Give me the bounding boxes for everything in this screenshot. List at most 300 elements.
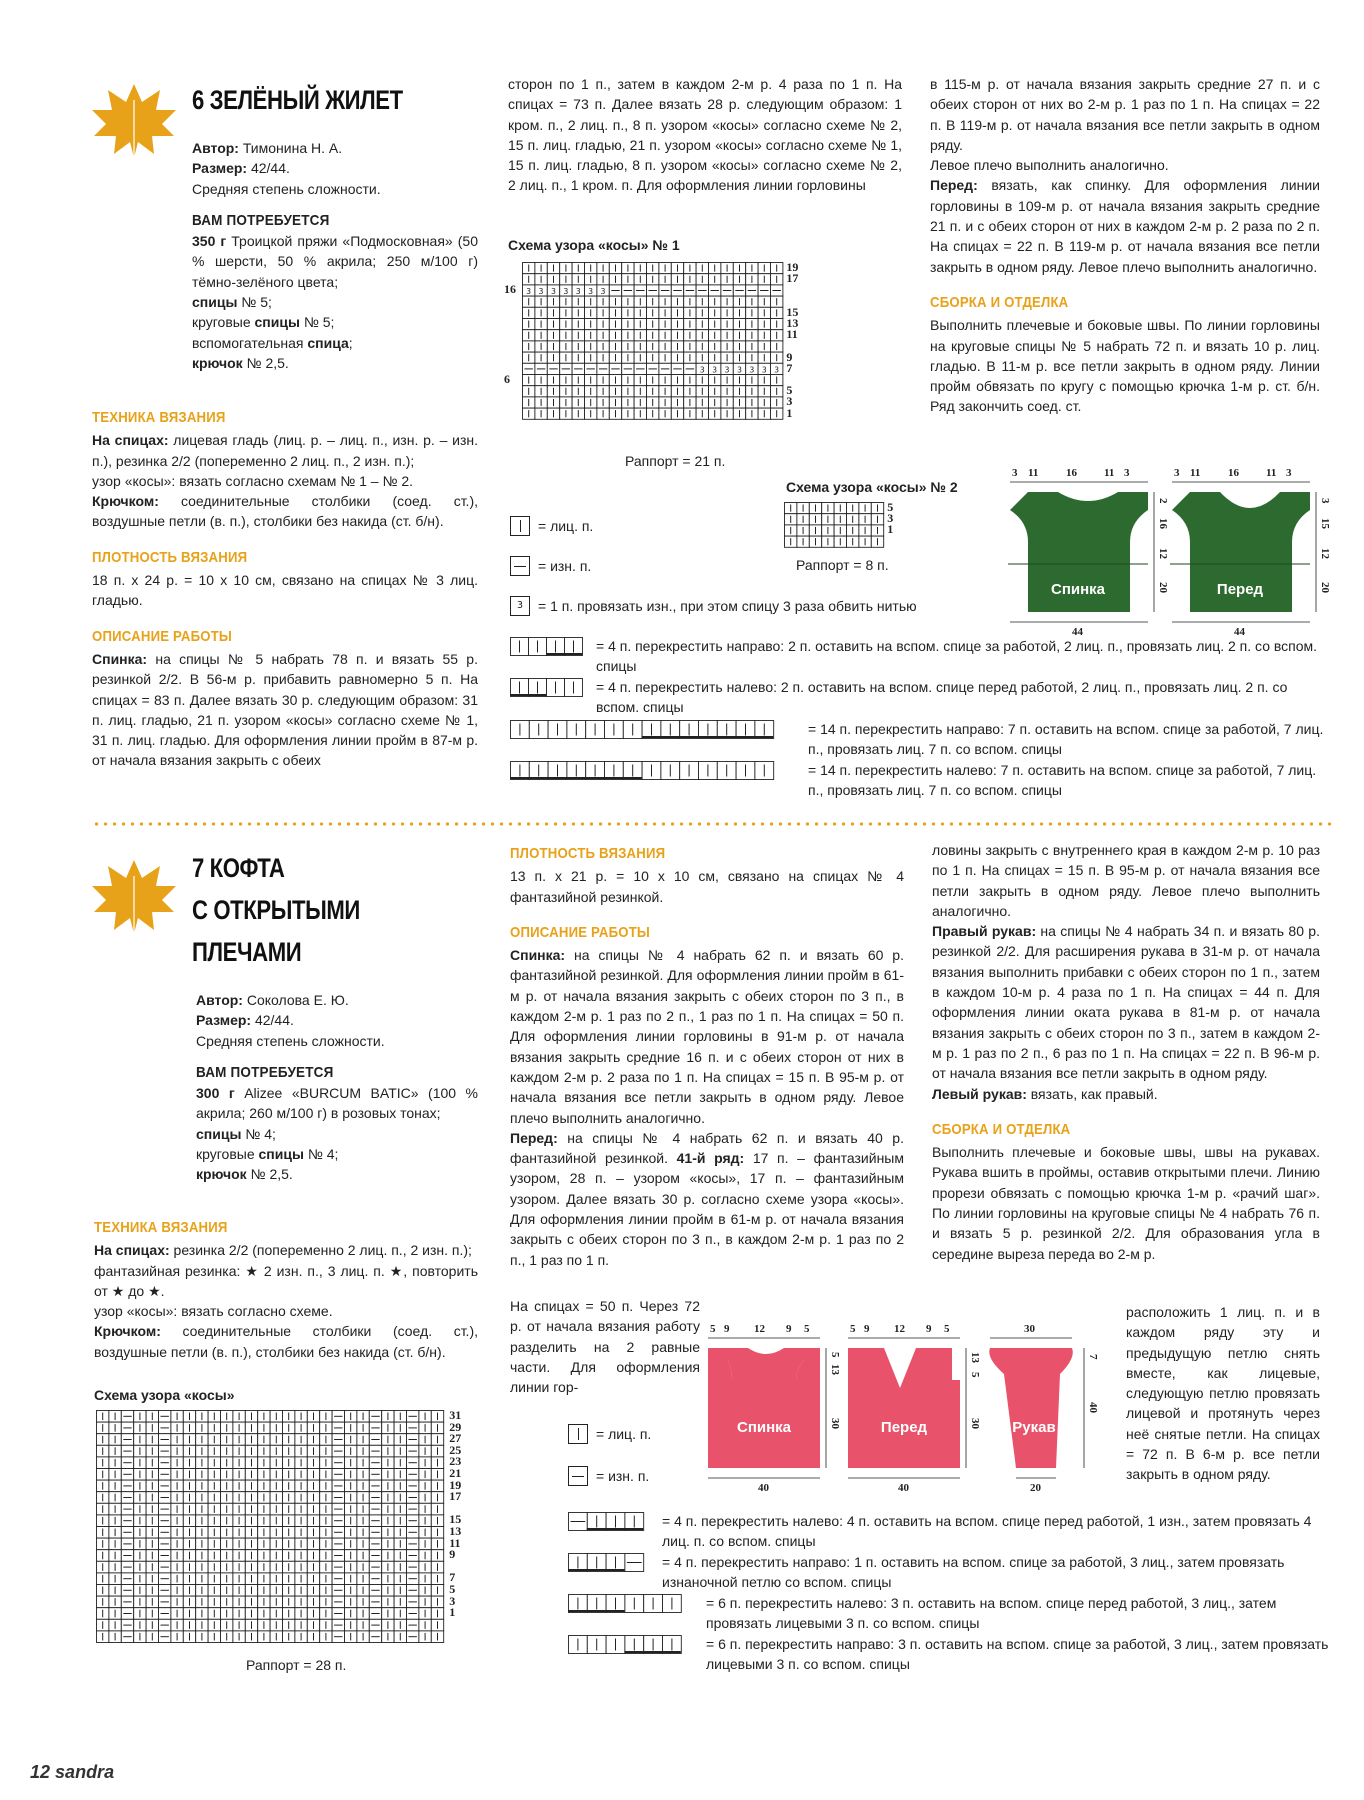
chart7-cell: [258, 1422, 270, 1434]
chart7-cell: [431, 1527, 443, 1539]
chart7-cell: [270, 1527, 282, 1539]
chart7-cell: [134, 1492, 146, 1504]
chart7-cell: [245, 1561, 257, 1573]
col3-left-shoulder: Левое плечо выполнить аналогично.: [930, 157, 1169, 174]
chart1-cell: [560, 307, 572, 318]
chart7-cell: [220, 1457, 232, 1469]
chart2-row-label: 5: [887, 500, 894, 514]
chart7-cell: [96, 1527, 108, 1539]
cable-symbol-cell: [736, 721, 755, 739]
chart7-cell: [158, 1619, 170, 1631]
chart7-cell: [369, 1469, 381, 1481]
chart7-cell: [220, 1550, 232, 1562]
chart7-cell: [344, 1596, 356, 1608]
chart1-cell: [746, 263, 758, 274]
chart7-cell: [282, 1608, 294, 1620]
aux-end: ;: [348, 334, 353, 351]
chart1-cell: [597, 318, 609, 329]
chart7-cell: [208, 1608, 220, 1620]
chart1-cell: [646, 341, 658, 352]
cable-left-6-symbol: [568, 1594, 683, 1620]
cable-symbol-cell: [625, 1554, 644, 1572]
chart2-cell: [822, 514, 834, 525]
chart7-cell: [158, 1596, 170, 1608]
chart1-cell: [721, 274, 733, 285]
chart7-cell: [307, 1457, 319, 1469]
chart7-cell: [431, 1561, 443, 1573]
chart1-cell: [609, 352, 621, 363]
chart1-cell: [523, 330, 535, 341]
chart7-cell: [307, 1573, 319, 1585]
chart2-cell: [846, 503, 858, 514]
back-text: на спицы № 4 набрать 62 п. и вязать 60 р. фантазийной резинкой. Для оформления линии пройм в 61-м р. от начала вязания закрыть с обеих сторон по 3 п., в каждом 2-м р. 1 раз по 2 п., 1 раз по 1 п. На спицах = 50 п. Для оформления линии горловины в 91-м р. от начала вязания закрыть средние 16 п. и с обеих сторон от них в каждом 2-м р. 2 раза по 1 п. На спицах = 15 п. В 95-м р. от начала вязания все петли закрыть в одном ряду. Левое плечо выполнить аналогично.: [510, 947, 904, 1126]
chart7-cell: [369, 1538, 381, 1550]
chart7-cell: [406, 1469, 418, 1481]
cable-symbol-cell: [547, 638, 565, 656]
chart1-cell: [523, 296, 535, 307]
chart1-cell: [758, 318, 770, 329]
chart7-cell: [394, 1527, 406, 1539]
back-text: на спицы № 5 набрать 78 п. и вязать 55 р. резинкой 2/2. В 56-м р. прибавить равномерно 5 п. На спицах = 83 п. Далее вязать 30 р. следующим образом: 31 п. лиц. гладью, 21 п. узором «косы» согласно схеме № 1, 31 п. лиц. гладью. Для оформления линии пройм в 87-м р. от начала вязания закрыть с обеих: [92, 650, 478, 769]
chart7-cell: [258, 1631, 270, 1643]
chart7-cell: [233, 1422, 245, 1434]
svg-text:3: 3: [737, 365, 742, 375]
chart1-row-label: 5: [786, 383, 793, 398]
vest-front-side-dim-1: 15: [1319, 518, 1331, 529]
chart7-cell: [394, 1445, 406, 1457]
chart7-cell: [196, 1480, 208, 1492]
chart1-cell: [634, 386, 646, 397]
chart7-cell: [344, 1538, 356, 1550]
chart1-cell: [708, 386, 720, 397]
chart7-cell: [320, 1411, 332, 1423]
chart7-cell: [394, 1503, 406, 1515]
difficulty: Средняя степень сложности.: [196, 1032, 385, 1049]
chart2-cell: [859, 503, 871, 514]
chart1-cell: [572, 330, 584, 341]
needles-label: спицы: [192, 294, 238, 311]
chart7-rapport: Раппорт = 28 п.: [246, 1657, 347, 1673]
chart1-cell: [746, 352, 758, 363]
sweater-front: [848, 1323, 981, 1494]
chart7-cell: [146, 1550, 158, 1562]
circ-needles-label: спицы: [254, 314, 300, 331]
chart1-cell: [523, 318, 535, 329]
right-sleeve-label: Правый рукав:: [932, 923, 1037, 940]
chart7-cell: [158, 1457, 170, 1469]
chart1-row-label: 16: [504, 282, 516, 297]
chart7-cell: [357, 1503, 369, 1515]
chart7-cell: [109, 1515, 121, 1527]
cable-symbol-cell: [625, 1636, 644, 1654]
chart2-cell: [834, 525, 846, 536]
chart1-cell: [622, 330, 634, 341]
chart7-cell: [258, 1492, 270, 1504]
chart7-cell: [382, 1631, 394, 1643]
chart1-cell: [560, 263, 572, 274]
chart7-cell: [295, 1619, 307, 1631]
chart1-cell: [746, 374, 758, 385]
chart7-cell: [270, 1515, 282, 1527]
chart1-cell: [622, 285, 634, 296]
chart7-cell: [208, 1503, 220, 1515]
chart1-cell: [733, 408, 745, 419]
chart1-cell: [708, 296, 720, 307]
chart1-cell: [708, 307, 720, 318]
purl-symbol: [568, 1466, 588, 1486]
cable-symbol-cell: [625, 1513, 644, 1531]
chart7-cell: [245, 1411, 257, 1423]
vest-back-top-dim-1: 11: [1028, 467, 1039, 479]
chart7-cell: [307, 1434, 319, 1446]
author: Соколова Е. Ю.: [242, 992, 349, 1008]
cable-symbol-cell: [606, 1513, 625, 1531]
chart7-cell: [332, 1503, 344, 1515]
chart7-cell: [158, 1434, 170, 1446]
chart7-cell: [245, 1550, 257, 1562]
cable-right-6-symbol: [568, 1635, 683, 1661]
chart7-cell: [270, 1573, 282, 1585]
chart1-cell: [721, 352, 733, 363]
hook-label: крючок: [196, 1166, 247, 1183]
chart7-cell: [245, 1503, 257, 1515]
chart2-cell: [809, 514, 821, 525]
chart7-cell: [369, 1411, 381, 1423]
chart1-cell: [572, 263, 584, 274]
chart1-cell: [622, 296, 634, 307]
sweater-sleeve-label: Рукав: [1012, 1419, 1056, 1436]
chart1-cell: [708, 318, 720, 329]
chart7-cell: [357, 1469, 369, 1481]
chart7-cell: [431, 1434, 443, 1446]
chart7-cell: [208, 1619, 220, 1631]
chart7-cell: [121, 1538, 133, 1550]
chart7-cell: [220, 1434, 232, 1446]
assembly-heading: СБОРКА И ОТДЕЛКА: [932, 1120, 1071, 1138]
cable-symbol-cell: [510, 721, 529, 739]
chart7-cell: [332, 1527, 344, 1539]
chart7-cell: [146, 1573, 158, 1585]
chart1-cell: [684, 307, 696, 318]
chart1-cell: [646, 397, 658, 408]
chart1-cell: [684, 408, 696, 419]
chart7-row-label: 25: [449, 1442, 462, 1457]
yarn-weight: 350 г: [192, 233, 227, 250]
chart1-cell: [770, 397, 782, 408]
size: 42/44.: [247, 160, 290, 177]
chart1-cell: [535, 386, 547, 397]
chart7-cell: [134, 1608, 146, 1620]
chart1-cell: [523, 352, 535, 363]
chart1-cell: [584, 363, 596, 374]
chart7-cell: [183, 1434, 195, 1446]
chart7-cell: [158, 1584, 170, 1596]
chart7-cell: [196, 1492, 208, 1504]
circ-needles: № 4;: [303, 1146, 339, 1163]
chart7-cell: [282, 1527, 294, 1539]
chart7-cell: [282, 1422, 294, 1434]
cable-left-4-symbol: [568, 1512, 645, 1538]
chart1-cell: [671, 285, 683, 296]
chart7-cell: [382, 1422, 394, 1434]
chart1-cell: [696, 307, 708, 318]
chart1-row-label: 19: [786, 260, 799, 274]
chart1-cell: [584, 285, 596, 296]
chart7-cell: [332, 1631, 344, 1643]
chart1-cell: [584, 274, 596, 285]
chart7-cell: [183, 1515, 195, 1527]
chart7-cell: [158, 1492, 170, 1504]
svg-text:3: 3: [600, 287, 606, 297]
chart7-cell: [406, 1503, 418, 1515]
assembly-text: Выполнить плечевые и боковые швы, швы на рукавах. Рукава вшить в проймы, оставив открытыми плечи. Линию прорези обвязать с помощью крючка 1-м р. «рачий шаг». По линии горловины на круговые спицы № 4 набрать 76 п. и вязать 5 р. резинкой 2/2. Для образования угла в середине выреза переда во 2-м р.: [932, 1144, 1320, 1262]
chart7-cell: [419, 1619, 431, 1631]
chart7-cell: [394, 1480, 406, 1492]
chart7-cell: [332, 1480, 344, 1492]
chart1-cell: [560, 274, 572, 285]
chart1-cell: [597, 296, 609, 307]
chart7-cell: [146, 1584, 158, 1596]
vest-front-side-dim-2: 12: [1319, 548, 1331, 559]
cable-left-14-symbol: [510, 761, 775, 787]
chart7-cell: [307, 1492, 319, 1504]
density-heading: ПЛОТНОСТЬ ВЯЗАНИЯ: [92, 548, 248, 566]
chart7-row-label: 9: [449, 1547, 456, 1562]
chart7-cell: [96, 1503, 108, 1515]
vest-front-top-dim-3: 11: [1266, 467, 1277, 479]
chart1-row-label: 17: [786, 271, 799, 286]
chart2-cell: [871, 503, 883, 514]
chart7-title: Схема узора «косы»: [94, 1387, 235, 1403]
vest-back-side-dim-1: 16: [1157, 518, 1169, 529]
chart7-cell: [307, 1445, 319, 1457]
cable-symbol-cell: [587, 1513, 606, 1531]
chart7-cell: [96, 1457, 108, 1469]
chart7-cell: [109, 1434, 121, 1446]
chart1-cell: [646, 386, 658, 397]
chart1-grid: [504, 260, 816, 427]
chart7-cell: [320, 1573, 332, 1585]
chart1-cell: [597, 352, 609, 363]
chart1-cell: [684, 285, 696, 296]
chart1-cell: [721, 307, 733, 318]
chart7-cell: [134, 1503, 146, 1515]
cable-symbol-cell: [736, 762, 755, 780]
chart1-cell: [758, 296, 770, 307]
chart7-cell: [382, 1445, 394, 1457]
chart7-cell: [146, 1469, 158, 1481]
chart7-cell: [282, 1515, 294, 1527]
chart1-cell: [708, 263, 720, 274]
cable-symbol-cell: [510, 762, 529, 780]
chart7-cell: [183, 1411, 195, 1423]
chart1-cell: [746, 408, 758, 419]
svg-text:3: 3: [563, 287, 569, 297]
chart7-cell: [270, 1538, 282, 1550]
chart7-cell: [282, 1573, 294, 1585]
chart7-cell: [282, 1503, 294, 1515]
chart2-cell: [859, 525, 871, 536]
vest-schematic: [1000, 462, 1340, 642]
chart2-rapport: Раппорт = 8 п.: [796, 557, 889, 573]
chart7-cell: [208, 1550, 220, 1562]
chart1-cell: [671, 386, 683, 397]
chart7-cell: [134, 1445, 146, 1457]
sweater-back-top-dim-0: 5: [710, 1323, 716, 1335]
chart7-cell: [245, 1422, 257, 1434]
chart7-cell: [233, 1492, 245, 1504]
aux-label: вспомогательная: [192, 334, 308, 351]
chart1-cell: [684, 274, 696, 285]
chart7-cell: [394, 1608, 406, 1620]
chart7-row-label: 19: [449, 1477, 462, 1492]
chart1-cell: [609, 330, 621, 341]
section6-column2: [508, 74, 902, 196]
chart7-cell: [357, 1492, 369, 1504]
chart7-cell: [344, 1561, 356, 1573]
cable-symbol-cell: [547, 679, 565, 697]
chart7-cell: [109, 1538, 121, 1550]
chart7-cell: [282, 1584, 294, 1596]
chart1-cell: [597, 341, 609, 352]
chart7-cell: [307, 1503, 319, 1515]
circ-label: круговые: [196, 1146, 259, 1163]
chart1-cell: [758, 363, 770, 374]
chart7-cell: [332, 1608, 344, 1620]
chart7-cell: [146, 1527, 158, 1539]
chart1-cell: [684, 374, 696, 385]
chart1-cell: [684, 386, 696, 397]
chart7-cell: [158, 1469, 170, 1481]
chart7-cell: [270, 1503, 282, 1515]
chart7-cell: [171, 1492, 183, 1504]
chart1-cell: [572, 318, 584, 329]
chart1-cell: [584, 296, 596, 307]
sweater-front-top-dim-3: 9: [926, 1323, 932, 1335]
chart7-cell: [134, 1631, 146, 1643]
chart1-cell: [708, 363, 720, 374]
chart7-cell: [220, 1584, 232, 1596]
chart1-cell: [696, 352, 708, 363]
chart1-cell: [708, 397, 720, 408]
chart1-row-label: 6: [504, 372, 510, 386]
chart7-cell: [344, 1527, 356, 1539]
section7-column2: [510, 840, 904, 1270]
chart7-cell: [96, 1480, 108, 1492]
cable-right-4-text: = 4 п. перекрестить направо: 2 п. оставить на вспом. спице за работой, 2 лиц. п., провязать лиц. 2 п. со вспом. спицы: [596, 638, 1318, 674]
chart7-cell: [220, 1619, 232, 1631]
chart2-cell: [859, 536, 871, 547]
chart7-cell: [394, 1492, 406, 1504]
section7-title-line3: ПЛЕЧАМИ: [192, 937, 302, 967]
chart7-cell: [183, 1631, 195, 1643]
chart7-cell: [394, 1631, 406, 1643]
cable-symbol-cell: [698, 721, 717, 739]
cable-symbol-cell: [606, 1636, 625, 1654]
chart1-cell: [696, 363, 708, 374]
chart7-cell: [233, 1561, 245, 1573]
density: 18 п. х 24 р. = 10 х 10 см, связано на спицах № 3 лиц. гладью.: [92, 572, 478, 609]
chart7-cell: [220, 1411, 232, 1423]
chart1-cell: [684, 263, 696, 274]
chart1-cell: [671, 318, 683, 329]
chart7-cell: [183, 1573, 195, 1585]
section-divider: [92, 822, 1332, 826]
section7-title-line1: 7 КОФТА: [192, 853, 285, 883]
front-text-3: На спицах = 50 п. Через 72 р. от начала вязания работу разделить на 2 равные части. Для оформления линии гор-: [510, 1298, 700, 1396]
chart7-cell: [245, 1596, 257, 1608]
cable-left-14-legend: [808, 760, 1332, 800]
chart1-cell: [708, 374, 720, 385]
chart1-title: Схема узора «косы» № 1: [508, 237, 680, 253]
chart7-cell: [357, 1515, 369, 1527]
chart7-cell: [134, 1411, 146, 1423]
chart7-cell: [307, 1584, 319, 1596]
chart1-cell: [696, 296, 708, 307]
chart1-cell: [721, 285, 733, 296]
purl-legend: = изн. п.: [596, 1468, 650, 1484]
chart7-cell: [134, 1573, 146, 1585]
chart1-cell: [597, 330, 609, 341]
chart1-cell: [535, 397, 547, 408]
chart7-cell: [295, 1550, 307, 1562]
chart7-cell: [295, 1457, 307, 1469]
chart1-cell: [770, 274, 782, 285]
chart7-cell: [369, 1434, 381, 1446]
chart7-cell: [245, 1527, 257, 1539]
svg-text:3: 3: [699, 365, 705, 375]
chart7-cell: [332, 1584, 344, 1596]
chart7-cell: [109, 1480, 121, 1492]
author-label: Автор:: [196, 992, 243, 1008]
chart7-cell: [245, 1619, 257, 1631]
cable-symbol-cell: [586, 762, 605, 780]
needles-label: спицы: [196, 1125, 242, 1142]
chart7-cell: [134, 1469, 146, 1481]
cable-left-4-legend: [662, 1511, 1332, 1551]
chart1-cell: [671, 296, 683, 307]
chart7-cell: [382, 1469, 394, 1481]
tech-needles-label: На спицах:: [92, 432, 169, 449]
sweater-back-top-dim-4: 5: [804, 1323, 810, 1335]
technique-heading: ТЕХНИКА ВЯЗАНИЯ: [94, 1219, 228, 1236]
chart7-cell: [233, 1596, 245, 1608]
chart7-cell: [382, 1527, 394, 1539]
chart7-cell: [344, 1422, 356, 1434]
chart7-cell: [220, 1631, 232, 1643]
chart1-cell: [671, 374, 683, 385]
wrap3-symbol: 3: [510, 596, 530, 616]
chart7-cell: [406, 1538, 418, 1550]
chart1-cell: [746, 318, 758, 329]
chart7-cell: [171, 1573, 183, 1585]
chart1-cell: [721, 263, 733, 274]
chart1-row-label: 1: [786, 405, 793, 420]
chart1-cell: [634, 374, 646, 385]
materials-heading: ВАМ ПОТРЕБУЕТСЯ: [192, 211, 330, 229]
chart7-cell: [183, 1584, 195, 1596]
chart1-cell: [535, 330, 547, 341]
chart1-cell: [523, 307, 535, 318]
chart7-cell: [419, 1596, 431, 1608]
chart7-cell: [419, 1573, 431, 1585]
vest-front-side-dim-3: 20: [1319, 582, 1331, 593]
chart7-cell: [295, 1573, 307, 1585]
chart7-cell: [233, 1503, 245, 1515]
chart7-cell: [369, 1457, 381, 1469]
cable-symbol-cell: [644, 1595, 663, 1613]
chart1-cell: [758, 397, 770, 408]
